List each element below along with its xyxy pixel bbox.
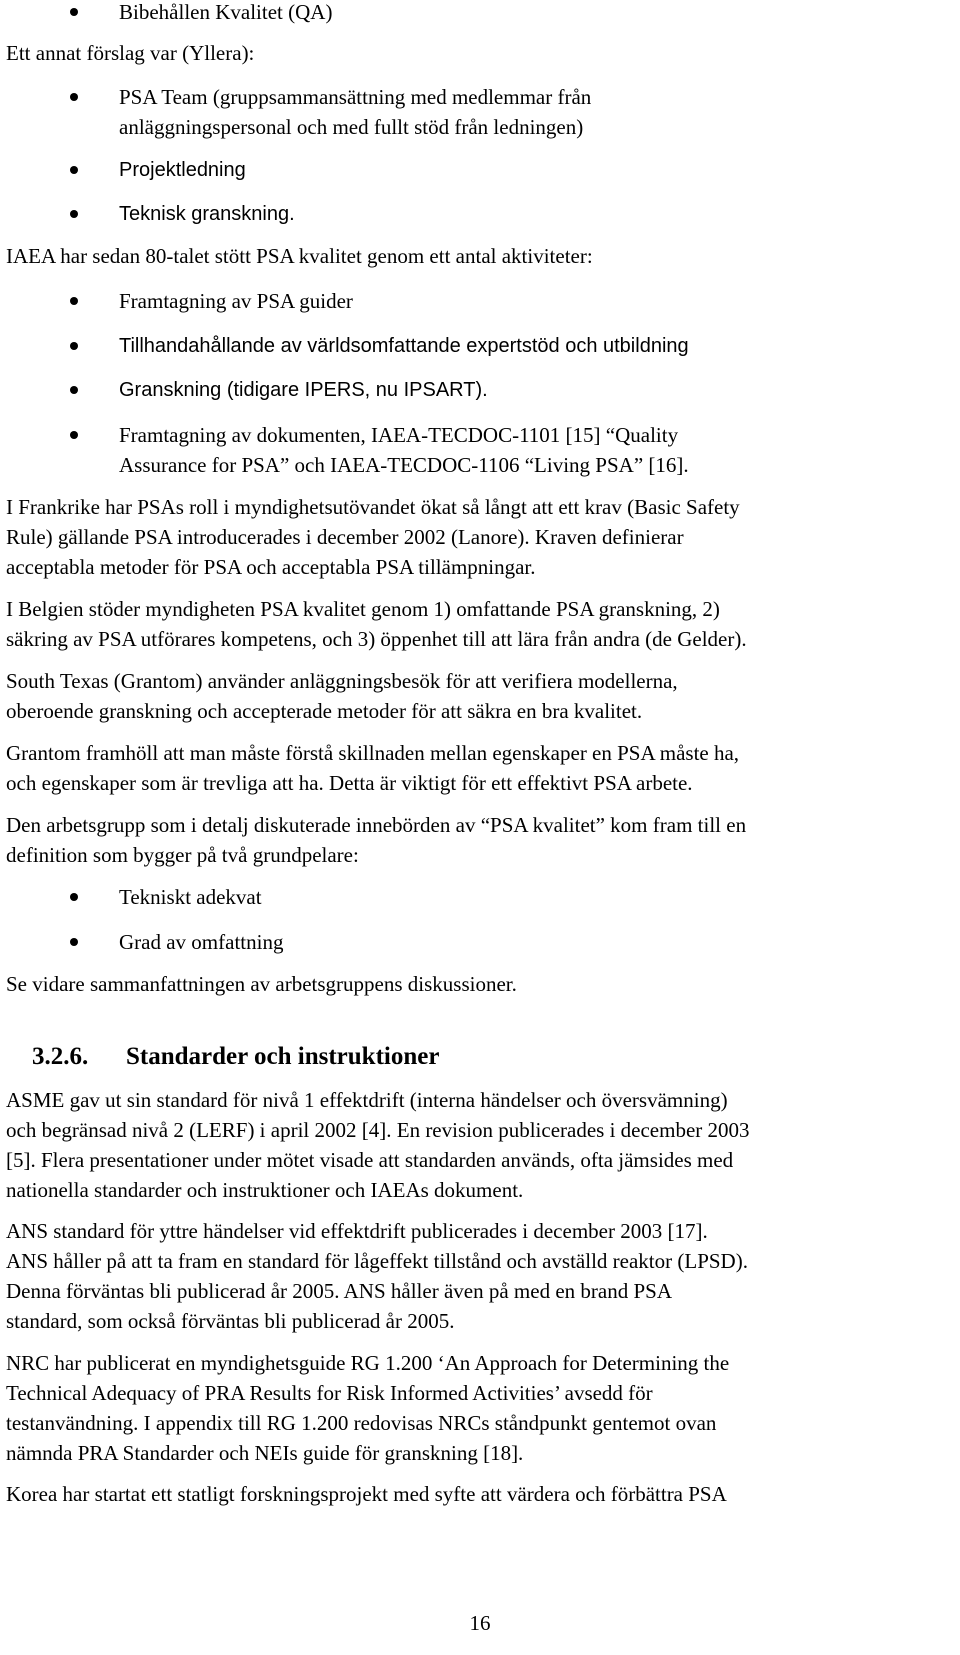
paragraph-yllera: Ett annat förslag var (Yllera): — [6, 41, 255, 65]
list-item-text: Projektledning — [119, 159, 246, 181]
paragraph-line: och begränsad nivå 2 (LERF) i april 2002 [4]. En revision publicerades i december 2003 — [6, 1118, 750, 1142]
paragraph-line: NRC har publicerat en myndighetsguide RG 1.200 ‘An Approach for Determining the — [6, 1351, 730, 1375]
paragraph-arbetsgrupp — [6, 810, 954, 870]
bullet-icon — [70, 342, 78, 350]
bullet-icon — [70, 8, 78, 16]
paragraph-line: I Frankrike har PSAs roll i myndighetsutövandet ökat så långt att ett krav (Basic Safety — [6, 495, 740, 519]
paragraph-line: nämnda PRA Standarder och NEIs guide för granskning [18]. — [6, 1441, 524, 1465]
list-item-text: Framtagning av dokumenten, IAEA-TECDOC-1101 [15] “Quality — [119, 423, 679, 447]
bullet-icon — [70, 893, 78, 901]
paragraph-line: standard, som också förväntas bli publicerad år 2005. — [6, 1309, 455, 1333]
paragraph-line: Grantom framhöll att man måste förstå skillnaden mellan egenskaper en PSA måste ha, — [6, 741, 740, 765]
paragraph-line: och egenskaper som är trevliga att ha. Detta är viktigt för ett effektivt PSA arbete. — [6, 771, 693, 795]
section-title: Standarder och instruktioner — [126, 1043, 440, 1070]
paragraph-ans — [6, 1216, 954, 1336]
bullet-icon — [70, 93, 78, 101]
list-item-text: Framtagning av PSA guider — [119, 289, 353, 313]
paragraph-line: Technical Adequacy of PRA Results for Risk Informed Activities’ avsedd för — [6, 1381, 653, 1405]
section-number: 3.2.6. — [32, 1043, 89, 1070]
paragraph-line: testanvändning. I appendix till RG 1.200 redovisas NRCs ståndpunkt gentemot ovan — [6, 1411, 717, 1435]
paragraph-iaea: IAEA har sedan 80-talet stött PSA kvalitet genom ett antal aktiviteter: — [6, 244, 593, 268]
paragraph-se-vidare: Se vidare sammanfattningen av arbetsgruppens diskussioner. — [6, 972, 517, 996]
bullet-icon — [70, 431, 78, 439]
paragraph-frankrike — [6, 492, 954, 582]
list-item-text: Granskning (tidigare IPERS, nu IPSART). — [119, 379, 488, 401]
page-number: 16 — [469, 1611, 491, 1635]
list-item-text: anläggningspersonal och med fullt stöd från ledningen) — [119, 115, 584, 139]
paragraph-line: acceptabla metoder för PSA och acceptabla PSA tillämpningar. — [6, 555, 536, 579]
paragraph-line: I Belgien stöder myndigheten PSA kvalitet genom 1) omfattande PSA granskning, 2) — [6, 597, 720, 621]
paragraph-line: [5]. Flera presentationer under mötet visade att standarden används, ofta jämsides med — [6, 1148, 734, 1172]
paragraph-line: definition som bygger på två grundpelare: — [6, 843, 359, 867]
paragraph-belgien — [6, 594, 954, 654]
list-item-text: Tillhandahållande av världsomfattande expertstöd och utbildning — [119, 335, 689, 357]
bullet-icon — [70, 386, 78, 394]
paragraph-asme — [6, 1085, 954, 1205]
bullet-icon — [70, 297, 78, 305]
paragraph-line: säkring av PSA utförares kompetens, och 3) öppenhet till att lära från andra (de Gelder). — [6, 627, 747, 651]
bullet-icon — [70, 210, 78, 218]
paragraph-line: ANS håller på att ta fram en standard för lågeffekt tillstånd och avställd reaktor (LPSD). — [6, 1249, 748, 1273]
paragraph-grantom — [6, 738, 954, 798]
list-item-text: Tekniskt adekvat — [119, 885, 262, 909]
paragraph-line: ANS standard för yttre händelser vid effektdrift publicerades i december 2003 [17]. — [6, 1219, 708, 1243]
list-item-text: PSA Team (gruppsammansättning med medlemmar från — [119, 85, 592, 109]
paragraph-line: Rule) gällande PSA introducerades i december 2002 (Lanore). Kraven definierar — [6, 525, 684, 549]
paragraph-line: Den arbetsgrupp som i detalj diskuterade innebörden av “PSA kvalitet” kom fram till en — [6, 813, 747, 837]
section-heading — [0, 1037, 960, 1077]
paragraph-line: ASME gav ut sin standard för nivå 1 effektdrift (interna händelser och översvämning) — [6, 1088, 728, 1112]
list-item-text: Bibehållen Kvalitet (QA) — [119, 0, 333, 24]
paragraph-line: nationella standarder och instruktioner och IAEAs dokument. — [6, 1178, 524, 1202]
list-item-text: Assurance for PSA” och IAEA-TECDOC-1106 “Living PSA” [16]. — [119, 453, 689, 477]
bullet-icon — [70, 166, 78, 174]
paragraph-nrc — [6, 1348, 954, 1468]
paragraph-south-texas — [6, 666, 954, 726]
paragraph-korea: Korea har startat ett statligt forskningsprojekt med syfte att värdera och förbättra PSA — [6, 1482, 727, 1506]
paragraph-line: oberoende granskning och accepterade metoder för att säkra en bra kvalitet. — [6, 699, 643, 723]
bullet-icon — [70, 938, 78, 946]
paragraph-line: Denna förväntas bli publicerad år 2005. ANS håller även på med en brand PSA — [6, 1279, 672, 1303]
paragraph-line: South Texas (Grantom) använder anläggningsbesök för att verifiera modellerna, — [6, 669, 678, 693]
list-item-text: Grad av omfattning — [119, 930, 284, 954]
list-item-text: Teknisk granskning. — [119, 203, 295, 225]
